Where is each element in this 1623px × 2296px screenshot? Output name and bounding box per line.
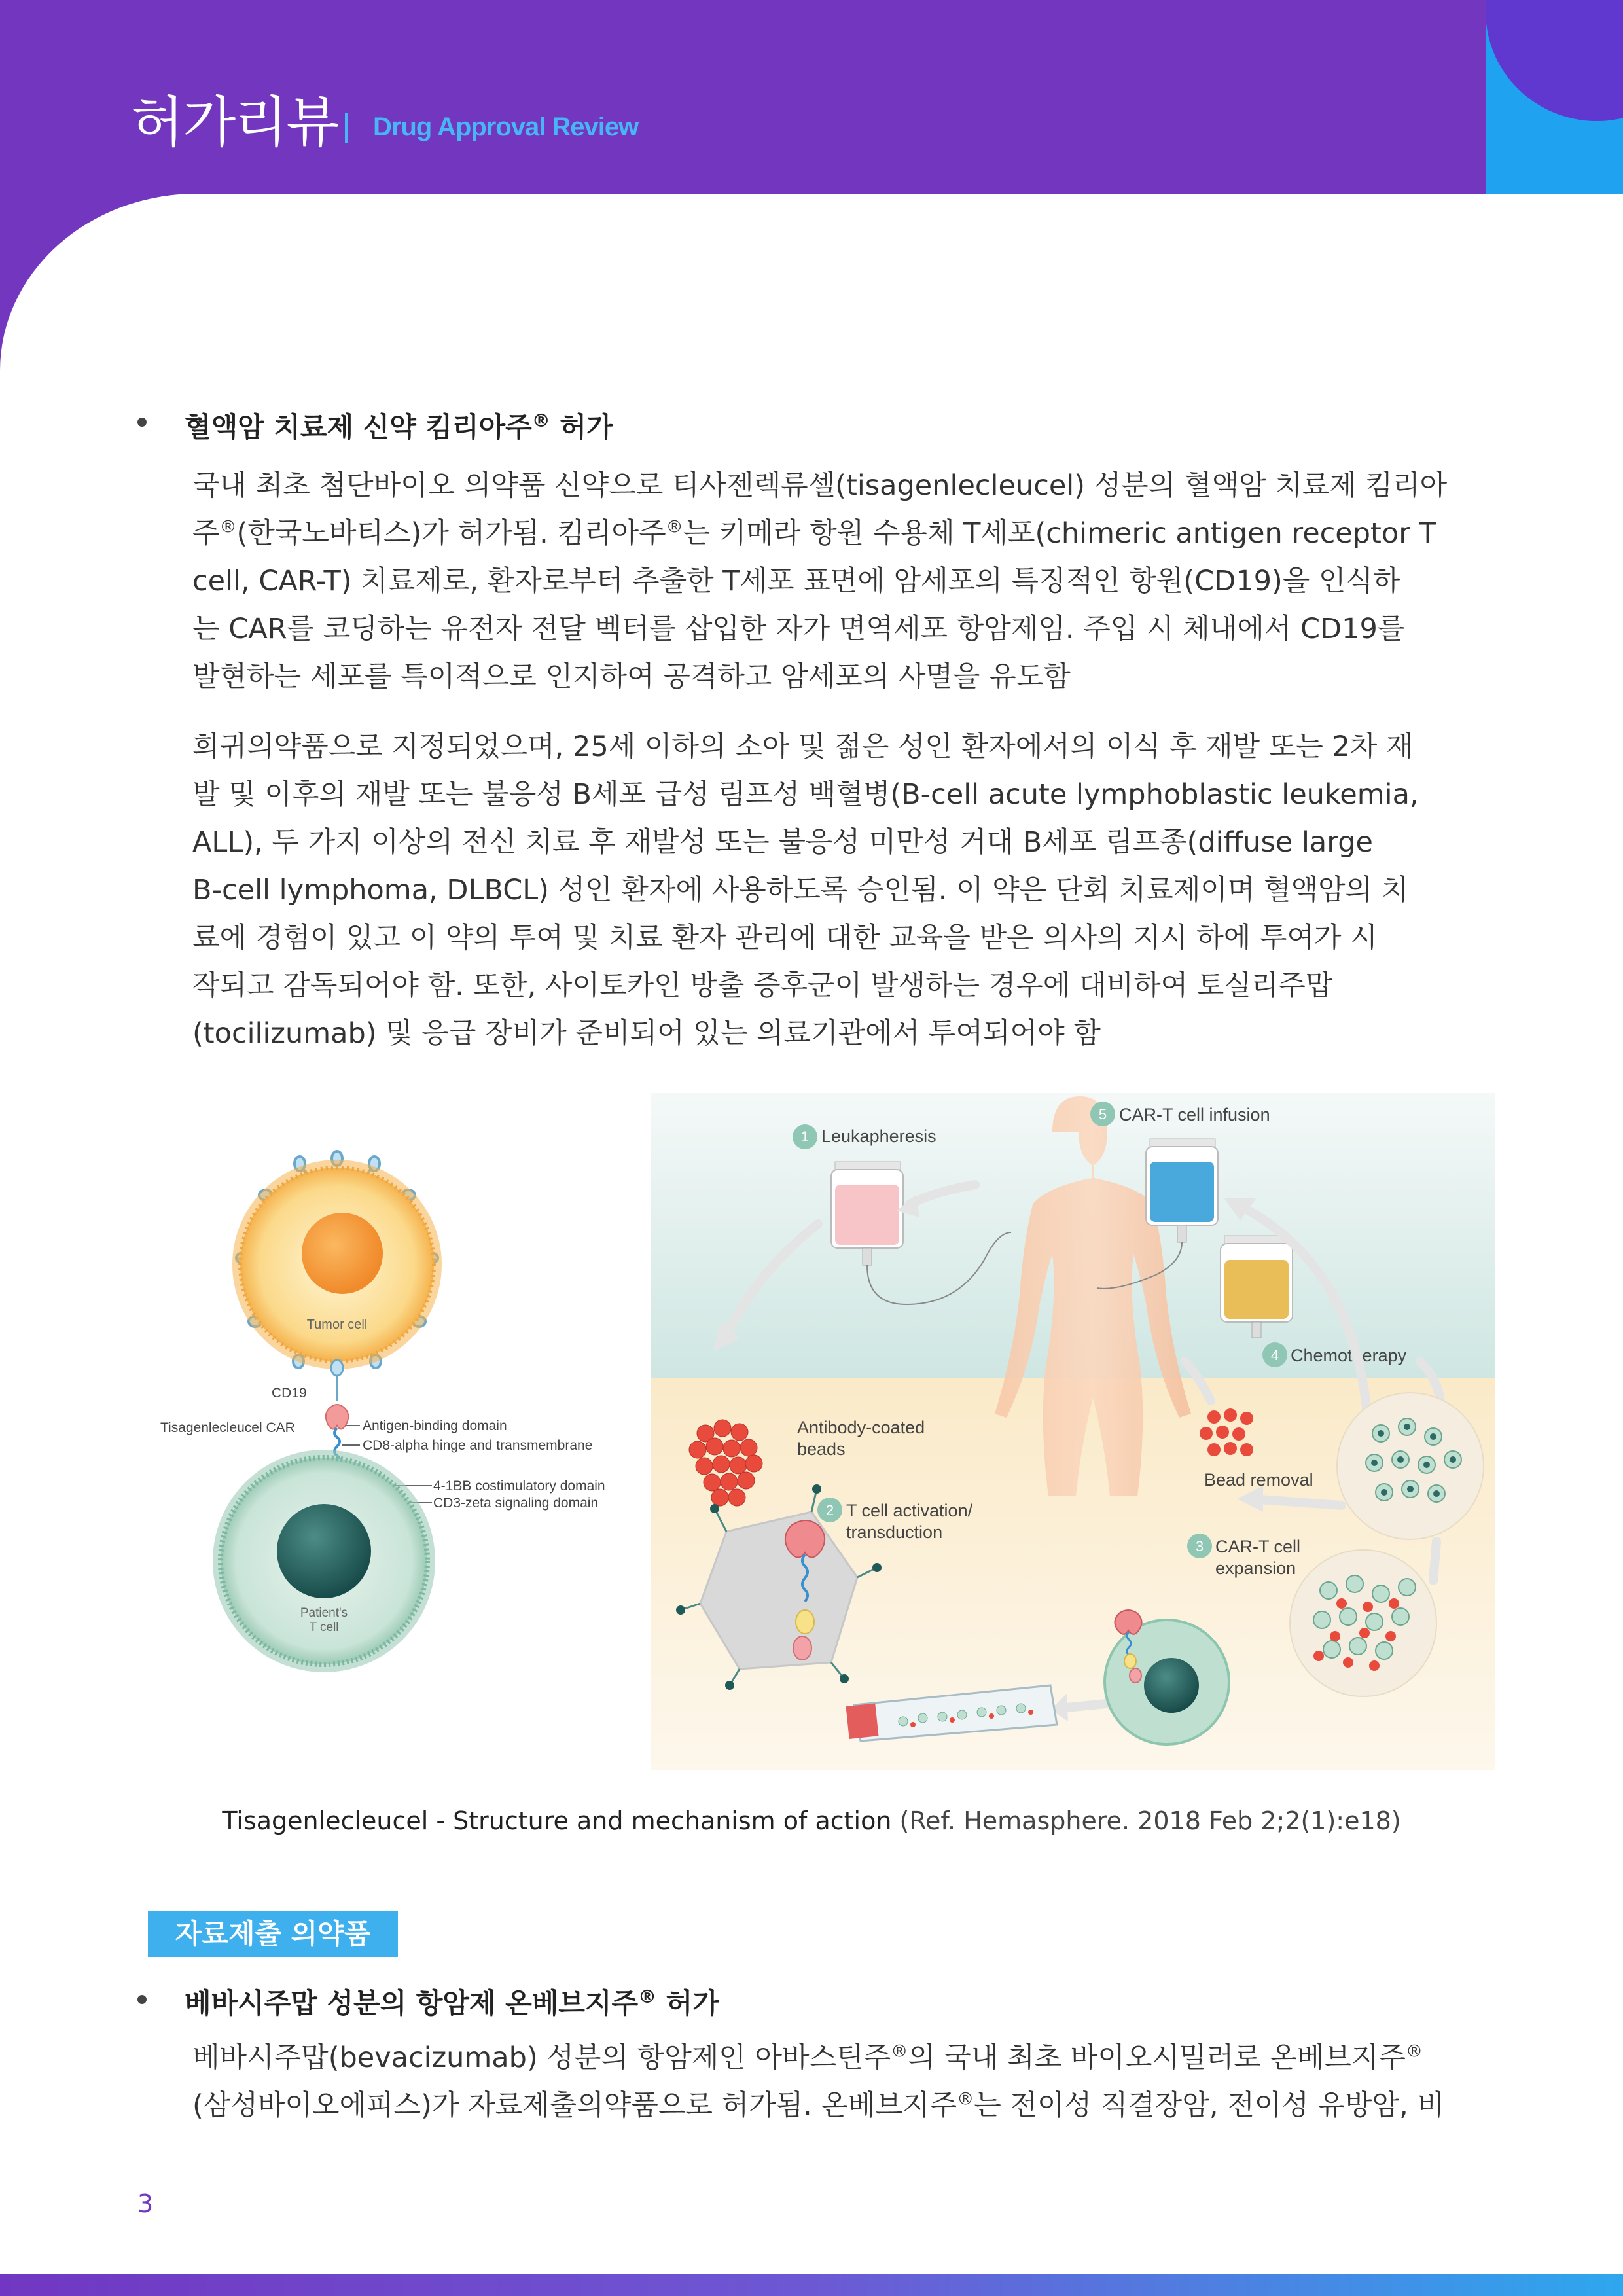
structure-diagram: [160, 1151, 605, 1672]
para1-line2: 주®(한국노바티스)가 허가됨. 킴리아주®는 키메라 항원 수용체 T세포(chimeric antigen receptor T: [192, 517, 1436, 550]
step5-label: CAR-T cell infusion: [1119, 1105, 1270, 1124]
para1-line1: 국내 최초 첨단바이오 의약품 신약으로 티사젠렉류셀(tisagenlecleucel) 성분의 혈액암 치료제 킴리아: [192, 469, 1448, 502]
para2-line: 료에 경험이 있고 이 약의 투여 및 치료 환자 관리에 대한 교육을 받은 의사의 지시 하에 투여가 시: [192, 922, 1378, 954]
section1-paragraph2: [192, 723, 1484, 1058]
para1-line5: 발현하는 세포를 특이적으로 인지하여 공격하고 암세포의 사멸을 유도함: [192, 660, 1071, 693]
step3-label-2: expansion: [1215, 1558, 1296, 1578]
header-separator: [345, 113, 348, 143]
bead-removal-label: Bead removal: [1204, 1470, 1313, 1490]
section2-paragraph: [192, 2034, 1484, 2130]
patient-tcell-label-1: Patient's: [300, 1606, 348, 1620]
para1-line4: 는 CAR를 코딩하는 유전자 전달 벡터를 삽입한 자가 면역세포 항암제임. 주입 시 체내에서 CD19를: [192, 613, 1405, 645]
step3-number: 3: [1195, 1538, 1204, 1554]
step4-number: 4: [1270, 1347, 1279, 1363]
step3-label-1: CAR-T cell: [1215, 1537, 1301, 1556]
cd3-domain-label: CD3-zeta signaling domain: [433, 1496, 599, 1511]
section2-line2: (삼성바이오에피스)가 자료제출의약품으로 허가됨. 온베브지주®는 전이성 직결장암, 전이성 유방암, 비: [192, 2089, 1444, 2122]
costim-domain-label: 4-1BB costimulatory domain: [433, 1479, 605, 1494]
para2-line: (tocilizumab) 및 응급 장비가 준비되어 있는 의료기관에서 투여되어야 함: [192, 1017, 1101, 1050]
caption-ref: (Ref. Hemasphere. 2018 Feb 2;2(1):e18): [899, 1806, 1401, 1835]
step1-number: 1: [800, 1128, 810, 1145]
para2-line: 작되고 감독되어야 함. 또한, 사이토카인 방출 증후군이 발생하는 경우에 대비하여 토실리주맙: [192, 969, 1333, 1002]
header-title: 허가리뷰: [131, 90, 338, 154]
figure-caption: [0, 1806, 1623, 1835]
beads-label-1: Antibody-coated: [797, 1418, 925, 1437]
category-badge: 자료제출 의약품: [148, 1911, 398, 1957]
section1-paragraph1: [192, 462, 1484, 701]
para2-line: B-cell lymphoma, DLBCL) 성인 환자에 사용하도록 승인됨. 이 약은 단회 치료제이며 혈액암의 치: [192, 874, 1409, 906]
footer-bar: [0, 2274, 1623, 2296]
mechanism-diagram: [651, 1093, 1495, 1770]
beads-label-2: beads: [797, 1439, 846, 1459]
section2-heading: 베바시주맙 성분의 항암제 온베브지주® 허가: [185, 1986, 719, 2019]
section2-line1: 베바시주맙(bevacizumab) 성분의 항암제인 아바스틴주®의 국내 최초 바이오시밀러로 온베브지주®: [192, 2041, 1423, 2074]
step4-label: Chemotherapy: [1291, 1346, 1407, 1365]
step2-label-1: T cell activation/: [846, 1501, 973, 1520]
para2-line: ALL), 두 가지 이상의 전신 치료 후 재발성 또는 불응성 미만성 거대 B세포 림프종(diffuse large: [192, 826, 1373, 859]
car-label: Tisagenlecleucel CAR: [160, 1420, 295, 1435]
antigen-binding-label: Antigen-binding domain: [363, 1418, 507, 1433]
step1-label: Leukapheresis: [821, 1126, 936, 1146]
chemo-bag: [1221, 1236, 1293, 1338]
section1-heading: 혈액암 치료제 신약 킴리아주® 허가: [185, 410, 613, 443]
car-t-figure: [151, 1093, 1499, 1780]
tumor-cell-label: Tumor cell: [306, 1318, 368, 1332]
cd19-label: CD19: [272, 1386, 307, 1401]
bullet-icon: [137, 1990, 157, 2009]
page-number: 3: [137, 2189, 154, 2218]
step2-label-2: transduction: [846, 1522, 943, 1542]
step2-number: 2: [825, 1502, 834, 1518]
para1-line3: cell, CAR-T) 치료제로, 환자로부터 추출한 T세포 표면에 암세포의 특징적인 항원(CD19)을 인식하: [192, 565, 1400, 598]
caption-main: Tisagenlecleucel - Structure and mechanism of action: [222, 1806, 892, 1835]
para2-line: 희귀의약품으로 지정되었으며, 25세 이하의 소아 및 젊은 성인 환자에서의 이식 후 재발 또는 2차 재: [192, 730, 1414, 763]
cd8-hinge-label: CD8-alpha hinge and transmembrane: [363, 1438, 593, 1453]
para2-line: 발 및 이후의 재발 또는 불응성 B세포 급성 림프성 백혈병(B-cell acute lymphoblastic leukemia,: [192, 778, 1419, 811]
bullet-icon: [137, 412, 157, 432]
patient-tcell-label-2: T cell: [309, 1621, 339, 1634]
header-subtitle: Drug Approval Review: [373, 113, 639, 141]
step5-number: 5: [1098, 1106, 1107, 1122]
